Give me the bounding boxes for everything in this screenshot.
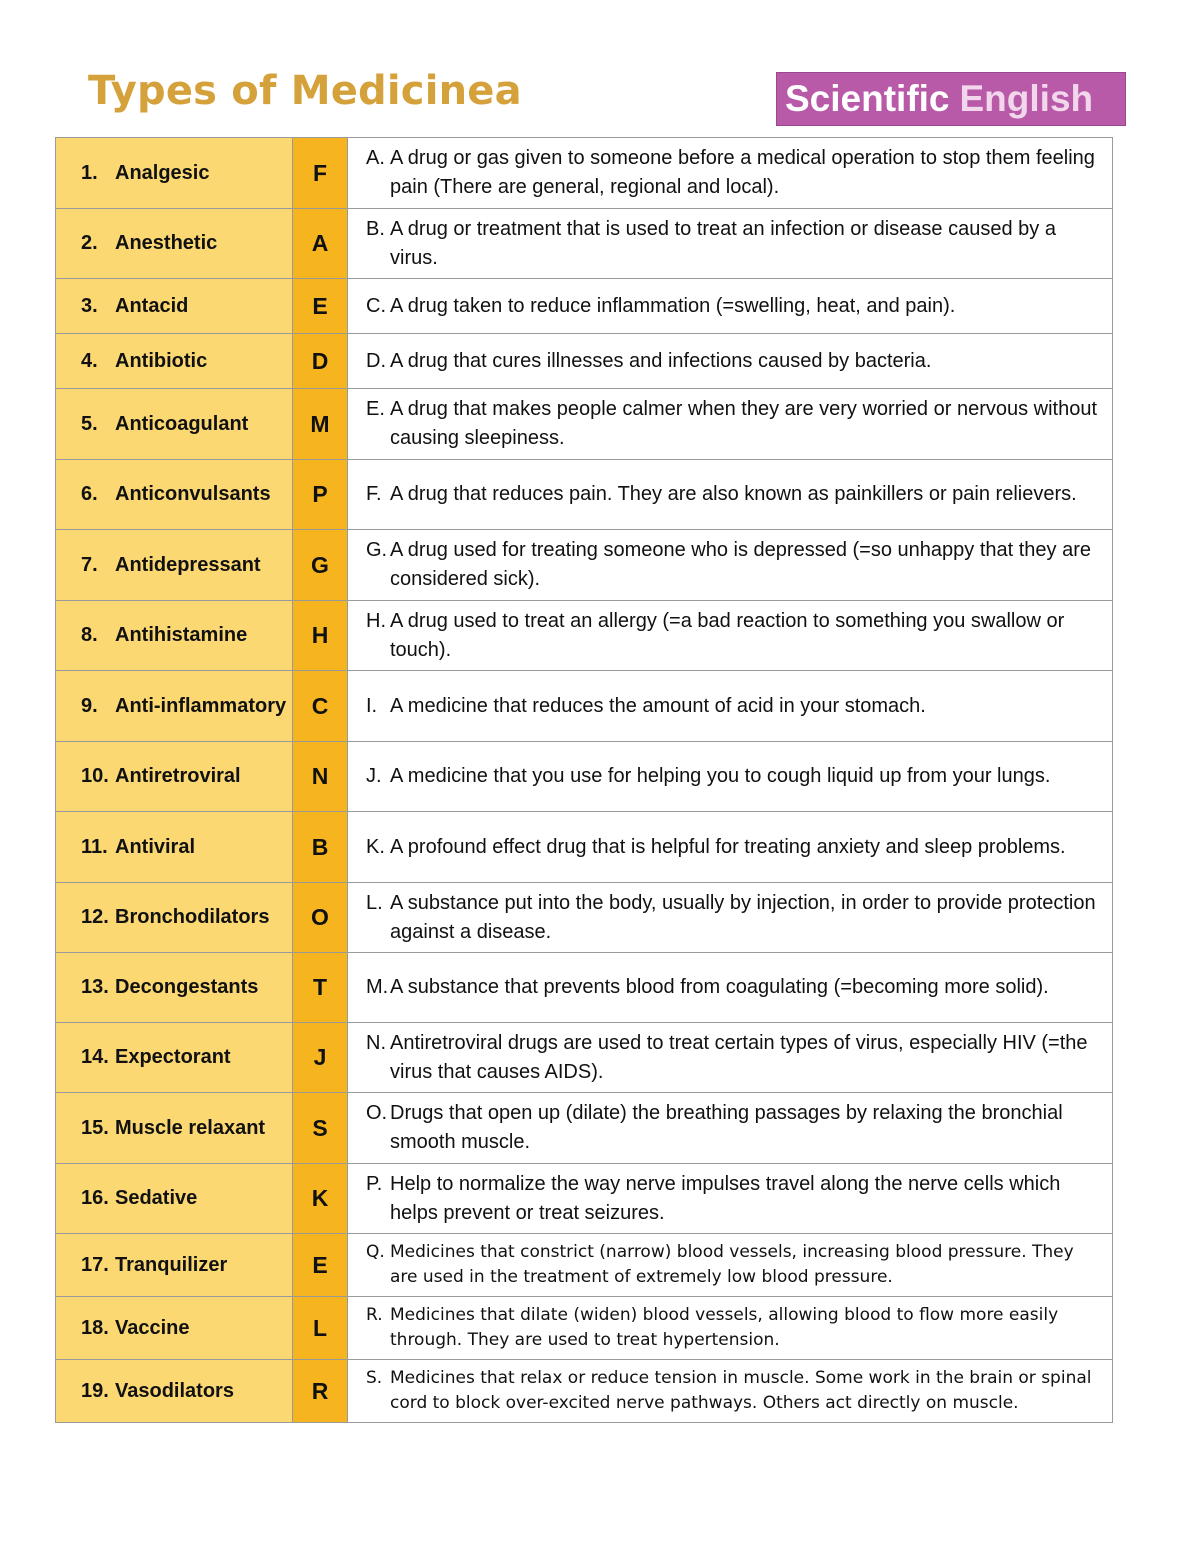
table-body <box>56 138 1113 1423</box>
term-number: 5. <box>81 412 98 435</box>
definition-cell <box>348 1164 1113 1234</box>
definition-text: Drugs that open up (dilate) the breathing passages by relaxing the bronchial smooth muscle. <box>390 1102 1063 1153</box>
table-row <box>56 530 1113 601</box>
definition-text: Help to normalize the way nerve impulses travel along the nerve cells which helps prevent or treat seizures. <box>390 1172 1061 1224</box>
term-name: Bronchodilators <box>115 906 270 928</box>
term-name: Muscle relaxant <box>115 1116 266 1139</box>
definition-cell <box>348 601 1113 671</box>
definition-text: A substance put into the body, usually by injection, in order to provide protection against a disease. <box>390 891 1096 943</box>
answer-cell: E <box>293 279 348 334</box>
definition-cell <box>348 1360 1113 1423</box>
definition-text: Medicines that constrict (narrow) blood vessels, increasing blood pressure. They are used in the treatment of extremely low blood pressure. <box>390 1242 1074 1287</box>
answer-cell: A <box>293 209 348 279</box>
logo-word-2: English <box>959 78 1094 119</box>
definition-cell <box>348 138 1113 209</box>
table-row <box>56 1023 1113 1093</box>
medicine-matching-table <box>55 137 1113 1423</box>
definition-text: A medicine that reduces the amount of acid in your stomach. <box>390 694 926 717</box>
term-number: 19. <box>81 1379 109 1402</box>
table-row <box>56 138 1113 209</box>
term-name: Anesthetic <box>115 232 218 254</box>
table-row <box>56 1360 1113 1423</box>
table-row <box>56 1093 1113 1164</box>
definition-letter: A. <box>366 147 385 169</box>
term-name: Antibiotic <box>115 349 208 372</box>
term-cell <box>56 601 293 671</box>
page-title: Types of Medicinea <box>88 68 522 114</box>
definition-letter: G. <box>366 539 388 561</box>
answer-cell: F <box>293 138 348 209</box>
term-cell <box>56 389 293 460</box>
definition-letter: J. <box>366 765 382 787</box>
term-cell <box>56 1360 293 1423</box>
term-cell <box>56 460 293 530</box>
definition-text: A profound effect drug that is helpful for treating anxiety and sleep problems. <box>390 835 1066 858</box>
definition-text: A drug or gas given to someone before a medical operation to stop them feeling pain (There are general, regional and local). <box>390 147 1095 198</box>
answer-cell: O <box>293 883 348 953</box>
definition-letter: S. <box>366 1368 383 1388</box>
term-cell <box>56 742 293 812</box>
term-cell <box>56 1023 293 1093</box>
term-name: Sedative <box>115 1187 198 1209</box>
scientific-english-logo <box>776 72 1126 126</box>
term-cell <box>56 1093 293 1164</box>
term-cell <box>56 883 293 953</box>
term-name: Expectorant <box>115 1046 231 1068</box>
term-number: 2. <box>81 232 98 254</box>
term-name: Decongestants <box>115 976 259 998</box>
term-cell <box>56 138 293 209</box>
term-cell <box>56 671 293 742</box>
table-row <box>56 389 1113 460</box>
definition-cell <box>348 953 1113 1023</box>
table-row <box>56 1234 1113 1297</box>
table-row <box>56 1297 1113 1360</box>
term-number: 15. <box>81 1116 109 1139</box>
term-name: Antiretroviral <box>115 765 241 787</box>
definition-cell <box>348 530 1113 601</box>
answer-cell: K <box>293 1164 348 1234</box>
definition-text: A drug taken to reduce inflammation (=swelling, heat, and pain). <box>390 294 956 317</box>
definition-letter: H. <box>366 609 386 632</box>
term-number: 8. <box>81 624 98 646</box>
table-row <box>56 812 1113 883</box>
table-row <box>56 953 1113 1023</box>
definition-text: Antiretroviral drugs are used to treat certain types of virus, especially HIV (=the virus that causes AIDS). <box>390 1031 1088 1083</box>
definition-letter: D. <box>366 349 386 372</box>
definition-cell <box>348 1297 1113 1360</box>
definition-text: A drug used for treating someone who is depressed (=so unhappy that they are considered sick). <box>390 539 1091 590</box>
definition-letter: R. <box>366 1305 383 1325</box>
term-number: 7. <box>81 553 98 576</box>
term-name: Vaccine <box>115 1316 190 1339</box>
term-number: 3. <box>81 294 98 317</box>
logo-word-1: Scientific <box>785 78 950 119</box>
definition-cell <box>348 389 1113 460</box>
table-row <box>56 460 1113 530</box>
definition-letter: L. <box>366 891 383 914</box>
answer-cell: J <box>293 1023 348 1093</box>
definition-cell <box>348 812 1113 883</box>
term-cell <box>56 812 293 883</box>
term-cell <box>56 209 293 279</box>
definition-cell <box>348 1234 1113 1297</box>
definition-letter: M. <box>366 976 389 998</box>
answer-cell: G <box>293 530 348 601</box>
term-number: 4. <box>81 349 98 372</box>
term-number: 18. <box>81 1316 109 1339</box>
definition-letter: I. <box>366 694 378 717</box>
term-name: Anticonvulsants <box>115 483 271 505</box>
term-name: Anticoagulant <box>115 412 249 435</box>
answer-cell: H <box>293 601 348 671</box>
table-row <box>56 1164 1113 1234</box>
term-name: Antiviral <box>115 835 196 858</box>
term-number: 17. <box>81 1253 109 1276</box>
answer-cell: L <box>293 1297 348 1360</box>
definition-letter: E. <box>366 398 385 420</box>
term-cell <box>56 334 293 389</box>
term-number: 14. <box>81 1046 109 1068</box>
term-cell <box>56 530 293 601</box>
definition-letter: P. <box>366 1172 383 1195</box>
table-row <box>56 601 1113 671</box>
term-name: Antacid <box>115 294 189 317</box>
definition-cell <box>348 209 1113 279</box>
table-row <box>56 671 1113 742</box>
table-row <box>56 742 1113 812</box>
term-number: 12. <box>81 906 109 928</box>
definition-letter: F. <box>366 483 382 505</box>
answer-cell: T <box>293 953 348 1023</box>
answer-cell: M <box>293 389 348 460</box>
definition-text: A drug that reduces pain. They are also known as painkillers or pain relievers. <box>390 483 1077 505</box>
term-name: Vasodilators <box>115 1379 234 1402</box>
definition-letter: K. <box>366 835 385 858</box>
answer-cell: R <box>293 1360 348 1423</box>
definition-cell <box>348 1093 1113 1164</box>
answer-cell: C <box>293 671 348 742</box>
definition-cell <box>348 460 1113 530</box>
definition-cell <box>348 742 1113 812</box>
definition-cell <box>348 334 1113 389</box>
table-row <box>56 883 1113 953</box>
term-cell <box>56 1234 293 1297</box>
term-number: 13. <box>81 976 109 998</box>
definition-text: A medicine that you use for helping you to cough liquid up from your lungs. <box>390 765 1051 787</box>
definition-text: A drug that makes people calmer when they are very worried or nervous without causing sleepiness. <box>390 398 1098 449</box>
definition-text: A drug used to treat an allergy (=a bad reaction to something you swallow or touch). <box>390 609 1065 661</box>
term-number: 9. <box>81 694 98 717</box>
term-name: Tranquilizer <box>115 1253 228 1276</box>
term-name: Antidepressant <box>115 553 261 576</box>
term-number: 11. <box>81 835 108 858</box>
definition-letter: Q. <box>366 1242 385 1262</box>
definition-letter: O. <box>366 1102 388 1124</box>
term-name: Anti-inflammatory <box>115 694 287 717</box>
term-cell <box>56 953 293 1023</box>
definition-letter: C. <box>366 294 386 317</box>
definition-letter: N. <box>366 1031 386 1054</box>
definition-text: Medicines that relax or reduce tension in muscle. Some work in the brain or spinal cord to block over-excited nerve pathways. Others act directly on muscle. <box>390 1368 1092 1413</box>
answer-cell: B <box>293 812 348 883</box>
table-row <box>56 279 1113 334</box>
definition-cell <box>348 279 1113 334</box>
answer-cell: N <box>293 742 348 812</box>
definition-letter: B. <box>366 217 385 240</box>
definition-text: A drug that cures illnesses and infections caused by bacteria. <box>390 349 932 372</box>
answer-cell: D <box>293 334 348 389</box>
table-row <box>56 334 1113 389</box>
definition-cell <box>348 671 1113 742</box>
definition-text: Medicines that dilate (widen) blood vessels, allowing blood to flow more easily through. They are used to treat hypertension. <box>390 1305 1059 1350</box>
term-number: 16. <box>81 1187 109 1209</box>
term-number: 1. <box>81 161 98 184</box>
answer-cell: P <box>293 460 348 530</box>
definition-cell <box>348 883 1113 953</box>
term-name: Antihistamine <box>115 624 248 646</box>
term-name: Analgesic <box>115 161 210 184</box>
answer-cell: S <box>293 1093 348 1164</box>
answer-cell: E <box>293 1234 348 1297</box>
term-cell <box>56 1297 293 1360</box>
definition-text: A substance that prevents blood from coagulating (=becoming more solid). <box>390 976 1049 998</box>
term-cell <box>56 1164 293 1234</box>
term-number: 6. <box>81 483 98 505</box>
definition-text: A drug or treatment that is used to treat an infection or disease caused by a virus. <box>390 217 1056 269</box>
definition-cell <box>348 1023 1113 1093</box>
term-cell <box>56 279 293 334</box>
term-number: 10. <box>81 765 109 787</box>
table-row <box>56 209 1113 279</box>
